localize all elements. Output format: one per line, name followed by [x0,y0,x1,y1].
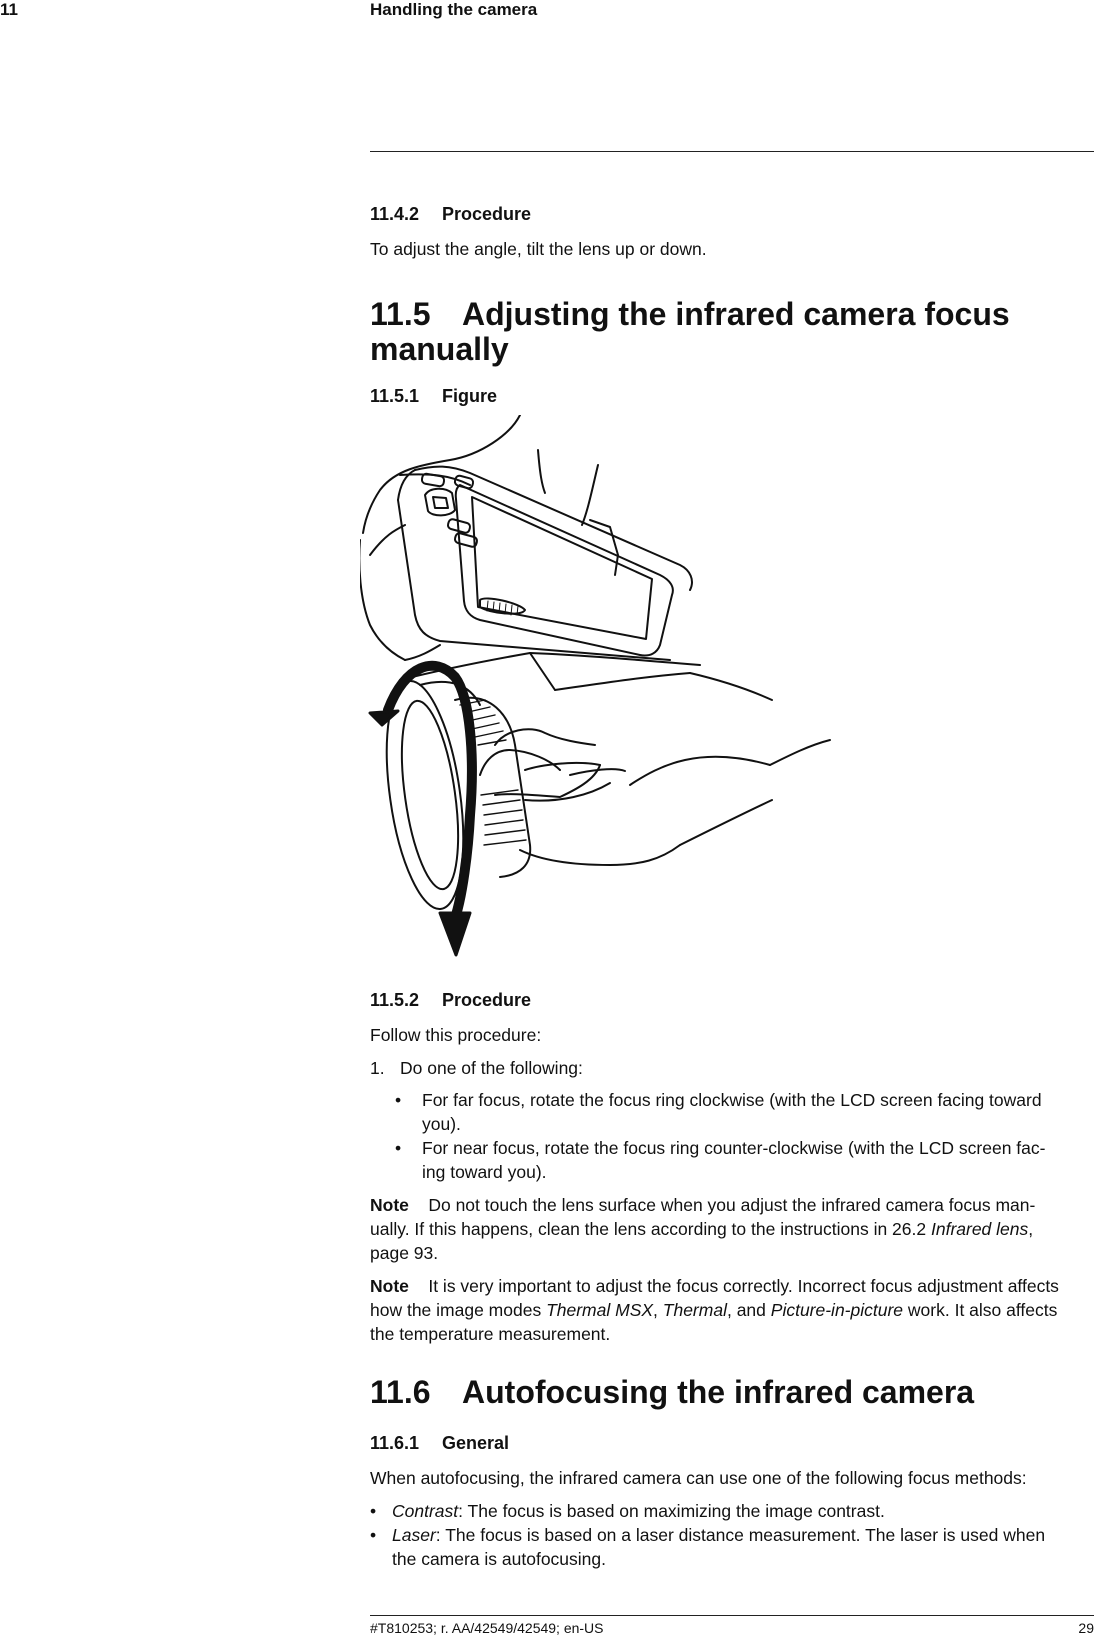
heading-11-6 [370,1375,1070,1410]
camera-focus-illustration [360,415,840,965]
step-number: 1. [370,1058,385,1078]
note-label: Note [370,1195,409,1215]
section-number: 11.6.1 [370,1433,420,1453]
bullet-far-focus: For far focus, rotate the focus ring clockwise (with the LCD screen facing toward you). [422,1090,1042,1134]
header-rule [370,151,1094,152]
step-text: Do one of the following: [400,1058,583,1078]
link-infrared-lens[interactable]: Infrared lens [930,1219,1029,1239]
heading-11-5-1 [370,385,497,407]
bullet-contrast: Contrast: The focus is based on maximizing the image contrast. [392,1501,885,1521]
bullet-marker: • [370,1525,377,1545]
bullet-near-focus: For near focus, rotate the focus ring counter-clockwise (with the LCD screen fac- ing toward you). [422,1138,1046,1182]
heading-11-5 [370,297,1070,367]
paragraph-adjust-angle: To adjust the angle, tilt the lens up or down. [370,239,707,259]
section-title: Procedure [442,990,532,1010]
chapter-title: Handling the camera [370,0,538,19]
section-number: 11.4.2 [370,204,420,224]
section-number: 11.5.2 [370,990,420,1010]
paragraph-follow-procedure: Follow this procedure: [370,1025,542,1045]
bullet-marker: • [395,1090,402,1110]
section-title-line1: Adjusting the infrared camera focus [462,296,1010,332]
section-number: 11.6 [370,1374,431,1410]
footer-page-number: 29 [1078,1620,1094,1635]
section-number: 11.5.1 [370,386,420,406]
note-lens-surface: Note Do not touch the lens surface when you adjust the infrared camera focus man- ually. If this happens, clean the lens according to the instructions in 26.2 Infrared lens, page 93. [370,1195,1036,1263]
page-header [0,0,1094,22]
chapter-number: 11 [0,0,18,19]
footer-document-id: #T810253; r. AA/42549/42549; en-US [370,1620,604,1635]
paragraph-focus-methods: When autofocusing, the infrared camera can use one of the following focus methods: [370,1468,1027,1488]
bullet-marker: • [370,1501,377,1521]
section-title: Figure [442,386,498,406]
note-focus-importance: Note It is very important to adjust the focus correctly. Incorrect focus adjustment affects how the image modes Thermal MSX, Thermal, and Picture-in-picture work. It also affects the temperature measurement. [370,1276,1059,1344]
bullet-marker: • [395,1138,402,1158]
section-title: Autofocusing the infrared camera [462,1374,975,1410]
note-label: Note [370,1276,409,1296]
section-title: Procedure [442,204,532,224]
footer-rule [370,1615,1094,1616]
bullet-laser: Laser: The focus is based on a laser distance measurement. The laser is used when the camera is autofocusing. [392,1525,1046,1569]
heading-11-5-2 [370,989,531,1011]
section-title-line2: manually [370,331,509,367]
heading-11-4-2 [370,203,531,225]
section-title: General [442,1433,510,1453]
heading-11-6-1 [370,1432,509,1454]
section-number: 11.5 [370,296,431,332]
